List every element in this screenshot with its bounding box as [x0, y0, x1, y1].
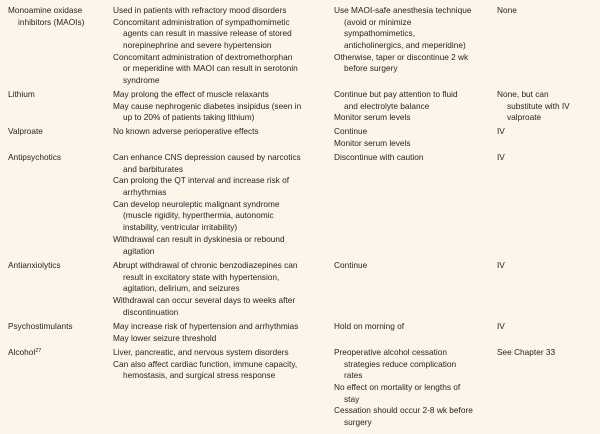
list-item	[113, 347, 331, 359]
list-item	[334, 152, 494, 164]
text-line: or meperidine with MAOI can result in serotonin	[123, 63, 298, 74]
text-line: before surgery	[344, 63, 398, 74]
list-item	[113, 101, 331, 124]
text-line: Use MAOI-safe anesthesia technique	[334, 5, 472, 15]
text-line: Continue	[334, 260, 368, 270]
text-line: Valproate	[8, 126, 43, 136]
text-line: None	[497, 5, 517, 15]
text-line: Psychostimulants	[8, 321, 73, 331]
text-line: inhibitors (MAOIs)	[18, 16, 85, 27]
text-line: agitation	[123, 245, 155, 256]
recommendations-cell	[334, 89, 494, 124]
text-line: Monitor serum levels	[334, 137, 411, 148]
list-item	[497, 89, 597, 124]
text-line: Concomitant administration of sympathomimetic	[113, 16, 290, 27]
alternative-cell	[497, 5, 597, 17]
text-line: Can also affect cardiac function, immune capacity,	[113, 358, 298, 369]
text-line: stay	[344, 393, 360, 404]
effects-cell	[113, 347, 331, 382]
text-line: Liver, pancreatic, and nervous system disorders	[113, 347, 289, 357]
text-line: Antianxiolytics	[8, 260, 61, 270]
list-item	[113, 152, 331, 175]
text-line: Preoperative alcohol cessation	[334, 347, 447, 357]
list-item	[113, 52, 331, 87]
text-line: norepinephrine and severe hypertension	[123, 40, 272, 51]
text-line: Continue	[334, 126, 368, 136]
text-line: May increase risk of hypertension and arrhythmias	[113, 321, 299, 331]
text-line: Abrupt withdrawal of chronic benzodiazepines can	[113, 260, 298, 270]
text-line: hemostasis, and surgical stress response	[123, 370, 276, 381]
list-item	[8, 321, 108, 333]
text-line: Can prolong the QT interval and increase risk of	[113, 175, 290, 186]
list-item	[113, 359, 331, 382]
text-line: Cessation should occur 2-8 wk before	[334, 405, 473, 416]
text-line: See Chapter 33	[497, 347, 556, 357]
list-item	[497, 5, 597, 17]
alternative-cell	[497, 152, 597, 164]
list-item	[113, 175, 331, 198]
text-line: IV	[497, 260, 505, 270]
effects-cell	[113, 89, 331, 124]
text-line: agitation, delirium, and seizures	[123, 283, 240, 294]
list-item	[334, 5, 494, 52]
list-item	[497, 260, 597, 272]
drug-name-cell	[8, 89, 108, 101]
list-item	[113, 126, 331, 138]
text-line: Withdrawal can occur several days to weeks after	[113, 295, 296, 306]
text-line: surgery	[344, 417, 372, 428]
text-line: Can enhance CNS depression caused by narcotics	[113, 152, 301, 162]
text-line: (muscle rigidity, hyperthermia, autonomic	[123, 210, 274, 221]
effects-cell	[113, 321, 331, 344]
drug-name-cell	[8, 152, 108, 164]
recommendations-cell	[334, 260, 494, 272]
list-item	[113, 260, 331, 295]
recommendations-cell	[334, 347, 494, 429]
list-item	[113, 295, 331, 318]
list-item	[113, 321, 331, 333]
text-line: and barbiturates	[123, 163, 183, 174]
text-line: and electrolyte balance	[344, 100, 430, 111]
list-item	[334, 321, 494, 333]
text-line: Withdrawal can result in dyskinesia or rebound	[113, 233, 285, 244]
list-item	[497, 126, 597, 138]
list-item	[334, 382, 494, 405]
text-line: Otherwise, taper or discontinue 2 wk	[334, 51, 469, 62]
list-item	[334, 260, 494, 272]
list-item	[113, 17, 331, 52]
alternative-cell	[497, 89, 597, 124]
effects-cell	[113, 5, 331, 87]
text-line: anticholinergics, and meperidine)	[344, 40, 466, 51]
list-item	[334, 112, 494, 124]
list-item	[113, 333, 331, 345]
recommendations-cell	[334, 152, 494, 164]
text-line: Used in patients with refractory mood disorders	[113, 5, 287, 15]
list-item	[8, 260, 108, 272]
alternative-cell	[497, 260, 597, 272]
text-line: agents can result in massive release of stored	[123, 28, 292, 39]
list-item	[334, 138, 494, 150]
text-line: discontinuation	[123, 306, 179, 317]
text-line: Monitor serum levels	[334, 112, 411, 123]
list-item	[113, 5, 331, 17]
drug-name: Alcohol	[8, 347, 36, 357]
text-line: IV	[497, 321, 505, 331]
text-line: Can develop neuroleptic malignant syndrome	[113, 198, 280, 209]
list-item	[8, 152, 108, 164]
text-line: May prolong the effect of muscle relaxants	[113, 89, 269, 99]
list-item	[497, 152, 597, 164]
text-line	[8, 347, 108, 359]
text-line: None, but can	[497, 89, 549, 99]
list-item	[334, 126, 494, 138]
text-line: May lower seizure threshold	[113, 332, 217, 343]
text-line: Antipsychotics	[8, 152, 62, 162]
alternative-cell	[497, 126, 597, 138]
recommendations-cell	[334, 5, 494, 75]
text-line: up to 20% of patients taking lithium)	[123, 112, 255, 123]
list-item	[497, 321, 597, 333]
effects-cell	[113, 126, 331, 138]
list-item	[113, 89, 331, 101]
text-line: Concomitant administration of dextromethorphan	[113, 51, 293, 62]
recommendations-cell	[334, 126, 494, 149]
effects-cell	[113, 152, 331, 257]
list-item	[113, 234, 331, 257]
text-line: Discontinue with caution	[334, 152, 424, 162]
text-line: sympathomimetics,	[344, 28, 416, 39]
text-line: syndrome	[123, 75, 160, 86]
text-line: strategies reduce complication	[344, 358, 457, 369]
text-line: Continue but pay attention to fluid	[334, 89, 458, 99]
drug-name-cell	[8, 5, 108, 28]
text-line: rates	[344, 370, 363, 381]
text-line: (avoid or minimize	[344, 16, 412, 27]
list-item	[8, 347, 108, 359]
drug-name-cell	[8, 321, 108, 333]
text-line: result in excitatory state with hypertension,	[123, 271, 280, 282]
list-item	[334, 347, 494, 382]
text-line: instability, ventricular irritability)	[123, 222, 238, 233]
list-item	[334, 405, 494, 428]
list-item	[8, 126, 108, 138]
text-line: Hold on morning of	[334, 321, 405, 331]
list-item	[113, 199, 331, 234]
drug-name-cell	[8, 126, 108, 138]
list-item	[8, 5, 108, 28]
text-line: valproate	[507, 112, 542, 123]
recommendations-cell	[334, 321, 494, 333]
effects-cell	[113, 260, 331, 318]
list-item	[334, 52, 494, 75]
text-line: IV	[497, 152, 505, 162]
list-item	[8, 89, 108, 101]
list-item	[334, 89, 494, 112]
text-line: No effect on mortality or lengths of	[334, 382, 461, 393]
text-line: Lithium	[8, 89, 35, 99]
drug-name-cell	[8, 260, 108, 272]
text-line: May cause nephrogenic diabetes insipidus (seen in	[113, 100, 302, 111]
text-line: IV	[497, 126, 505, 136]
drug-name-cell	[8, 347, 108, 359]
text-line: substitute with IV	[507, 100, 570, 111]
reference-superscript: 27	[35, 348, 42, 354]
list-item	[497, 347, 597, 359]
text-line: Monoamine oxidase	[8, 5, 83, 15]
alternative-cell	[497, 347, 597, 359]
text-line: arrhythmias	[123, 187, 167, 198]
alternative-cell	[497, 321, 597, 333]
text-line: No known adverse perioperative effects	[113, 126, 259, 136]
